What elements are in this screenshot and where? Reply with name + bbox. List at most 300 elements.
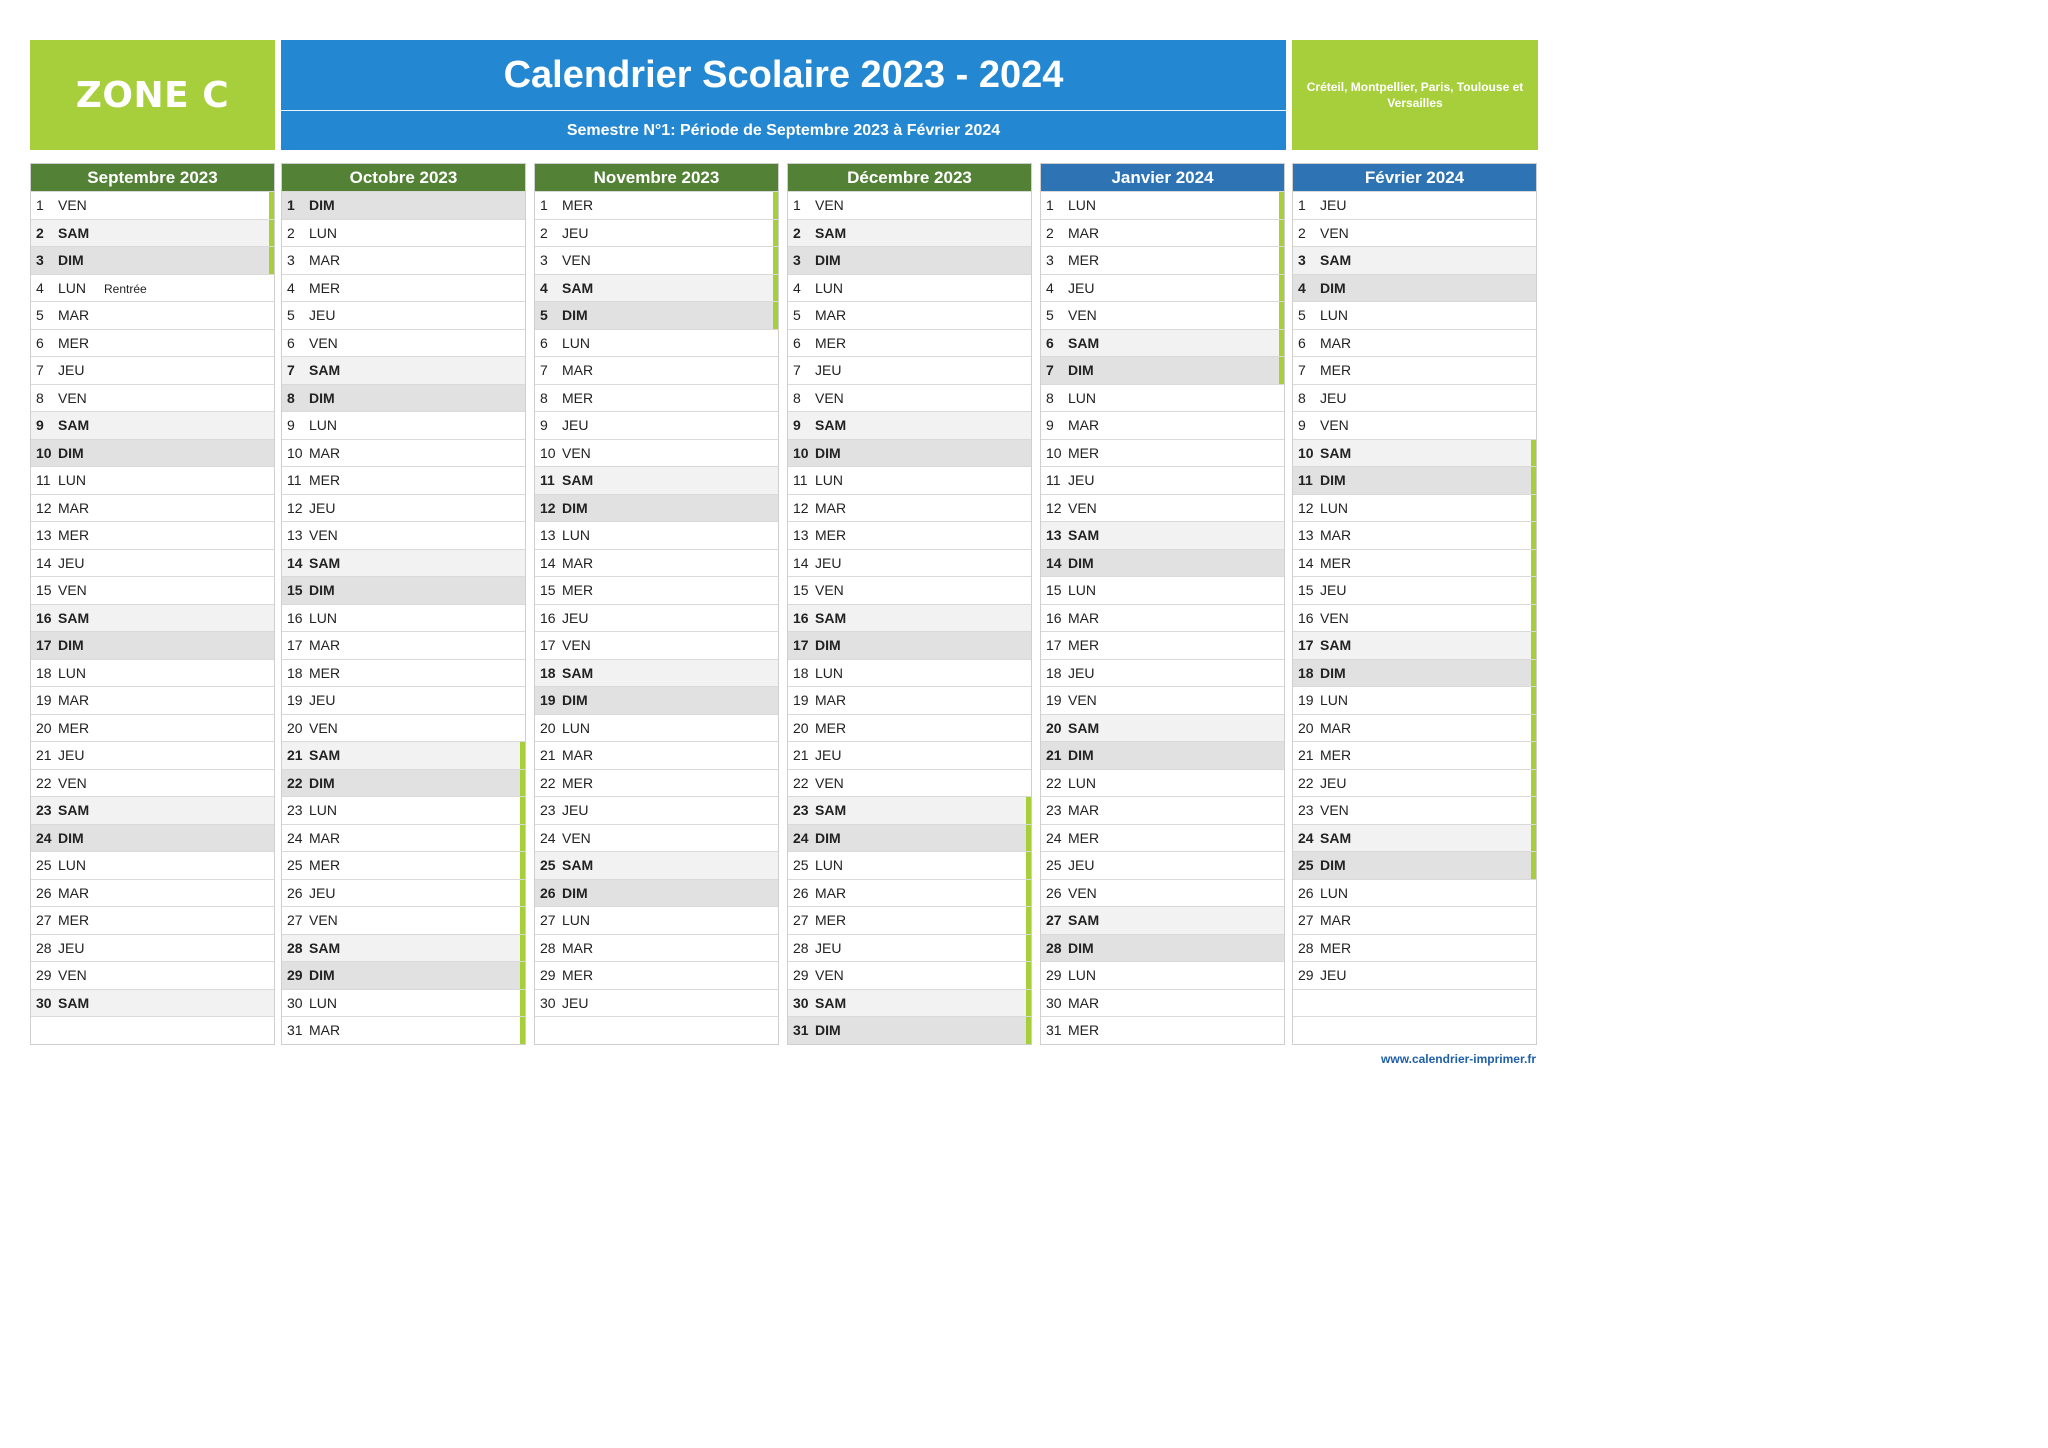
- day-name: JEU: [1068, 279, 1095, 296]
- day-row: [1041, 274, 1284, 302]
- day-number: 19: [36, 692, 52, 708]
- day-number: 8: [287, 389, 295, 406]
- day-row: [282, 219, 525, 247]
- day-name: DIM: [58, 444, 84, 461]
- day-row: [535, 521, 778, 549]
- day-row: [282, 741, 525, 769]
- day-row: [1293, 961, 1536, 989]
- day-row: [1293, 851, 1536, 879]
- day-name: DIM: [562, 307, 588, 323]
- day-name: MAR: [815, 499, 847, 516]
- day-name: VEN: [58, 197, 87, 213]
- day-row: [788, 301, 1031, 329]
- month-header: Septembre 2023: [31, 164, 274, 191]
- title-banner: [281, 40, 1286, 150]
- month-header: Octobre 2023: [282, 164, 525, 191]
- day-name: JEU: [1320, 197, 1347, 213]
- day-number: 1: [540, 197, 548, 213]
- day-name: SAM: [1320, 637, 1352, 653]
- day-number: 15: [1298, 582, 1314, 598]
- day-number: 6: [287, 334, 295, 351]
- day-row: [282, 906, 525, 934]
- day-number: 24: [36, 829, 52, 846]
- day-name: MAR: [58, 884, 90, 901]
- day-name: MER: [309, 279, 341, 296]
- day-name: MAR: [309, 829, 341, 846]
- day-name: JEU: [1068, 857, 1095, 873]
- day-row: [1041, 714, 1284, 742]
- day-name: LUN: [309, 994, 338, 1011]
- day-number: 17: [793, 637, 809, 653]
- month-column: [281, 163, 526, 1045]
- day-name: MAR: [1068, 802, 1100, 818]
- day-name: JEU: [58, 747, 85, 763]
- day-name: VEN: [1320, 224, 1349, 241]
- day-name: SAM: [58, 802, 90, 818]
- day-number: 27: [36, 912, 52, 928]
- day-name: MER: [309, 857, 341, 873]
- day-row: [31, 411, 274, 439]
- day-name: SAM: [1320, 829, 1352, 846]
- day-name: JEU: [58, 939, 85, 956]
- day-number: 10: [287, 444, 303, 461]
- day-name: JEU: [562, 994, 589, 1011]
- day-number: 30: [793, 994, 809, 1011]
- day-number: 30: [1046, 994, 1062, 1011]
- day-row: [788, 439, 1031, 467]
- day-row: [788, 549, 1031, 577]
- day-name: JEU: [1320, 774, 1347, 791]
- day-name: MAR: [1320, 912, 1352, 928]
- day-number: 16: [36, 609, 52, 626]
- day-name: DIM: [562, 499, 588, 516]
- day-name: LUN: [815, 279, 844, 296]
- day-number: 23: [287, 802, 303, 818]
- day-row: [535, 796, 778, 824]
- day-row: [1041, 961, 1284, 989]
- day-name: VEN: [58, 389, 87, 406]
- day-name: MAR: [309, 252, 341, 268]
- day-row: [282, 246, 525, 274]
- day-number: 8: [540, 389, 548, 406]
- day-row: [535, 329, 778, 357]
- day-row: [1041, 824, 1284, 852]
- day-name: LUN: [815, 472, 844, 488]
- day-number: 25: [36, 857, 52, 873]
- day-number: 15: [1046, 582, 1062, 598]
- day-row: [535, 714, 778, 742]
- day-number: 27: [540, 912, 556, 928]
- day-number: 4: [1046, 279, 1054, 296]
- month-header: Janvier 2024: [1041, 164, 1284, 191]
- day-name: MAR: [1068, 609, 1100, 626]
- day-name: LUN: [1068, 967, 1097, 983]
- day-name: MER: [815, 719, 847, 736]
- day-number: 31: [793, 1022, 809, 1038]
- day-number: 14: [1298, 554, 1314, 571]
- day-row: [1293, 466, 1536, 494]
- day-row: [1041, 686, 1284, 714]
- day-name: VEN: [1320, 417, 1349, 433]
- day-number: 20: [793, 719, 809, 736]
- day-number: 14: [540, 554, 556, 571]
- day-name: MER: [58, 719, 90, 736]
- day-row: [31, 769, 274, 797]
- day-name: LUN: [815, 664, 844, 681]
- day-row: [1041, 989, 1284, 1017]
- day-row: [788, 631, 1031, 659]
- day-row: [1293, 631, 1536, 659]
- day-number: 3: [540, 252, 548, 268]
- day-row: [535, 851, 778, 879]
- day-number: 2: [36, 224, 44, 241]
- day-number: 15: [287, 582, 303, 598]
- day-name: MER: [58, 527, 90, 543]
- day-number: 10: [540, 444, 556, 461]
- day-row: [282, 631, 525, 659]
- day-row: [1293, 796, 1536, 824]
- day-name: MAR: [562, 939, 594, 956]
- day-number: 28: [287, 939, 303, 956]
- day-row: [282, 769, 525, 797]
- day-row: [1293, 934, 1536, 962]
- day-number: 21: [540, 747, 556, 763]
- day-number: 15: [793, 582, 809, 598]
- day-number: 22: [793, 774, 809, 791]
- day-number: 8: [36, 389, 44, 406]
- day-row: [1293, 576, 1536, 604]
- day-number: 19: [1298, 692, 1314, 708]
- day-name: LUN: [1068, 197, 1097, 213]
- website-link[interactable]: www.calendrier-imprimer.fr: [1381, 1052, 1536, 1066]
- day-number: 2: [540, 224, 548, 241]
- day-number: 18: [793, 664, 809, 681]
- day-row: [282, 796, 525, 824]
- day-name: LUN: [58, 664, 87, 681]
- day-number: 26: [1046, 884, 1062, 901]
- day-name: DIM: [58, 637, 84, 653]
- day-number: 2: [793, 224, 801, 241]
- day-number: 17: [36, 637, 52, 653]
- day-name: MER: [1068, 444, 1100, 461]
- day-name: DIM: [1068, 939, 1094, 956]
- day-row: [535, 219, 778, 247]
- day-name: SAM: [1068, 912, 1100, 928]
- day-name: MER: [1068, 1022, 1100, 1038]
- day-number: 31: [1046, 1022, 1062, 1038]
- day-name: DIM: [58, 252, 84, 268]
- page-subtitle: Semestre N°1: Période de Septembre 2023 à Février 2024: [566, 122, 1001, 139]
- day-row: [1041, 439, 1284, 467]
- day-row: [788, 1016, 1031, 1044]
- day-row: [1041, 769, 1284, 797]
- day-name: MAR: [562, 554, 594, 571]
- day-name: JEU: [562, 802, 589, 818]
- day-name: SAM: [309, 747, 341, 763]
- day-row: [31, 604, 274, 632]
- day-name: SAM: [1068, 527, 1100, 543]
- day-name: MER: [58, 334, 90, 351]
- day-row: [282, 439, 525, 467]
- day-row: [788, 961, 1031, 989]
- day-number: 17: [1298, 637, 1314, 653]
- day-name: MAR: [562, 747, 594, 763]
- day-number: 11: [793, 472, 808, 488]
- empty-row: [535, 1016, 778, 1044]
- day-name: JEU: [1320, 389, 1347, 406]
- day-name: VEN: [58, 582, 87, 598]
- day-name: MAR: [1068, 224, 1100, 241]
- day-name: VEN: [1320, 802, 1349, 818]
- day-number: 4: [1298, 279, 1306, 296]
- day-row: [1041, 246, 1284, 274]
- day-name: VEN: [1068, 499, 1097, 516]
- day-name: LUN: [1320, 692, 1349, 708]
- day-number: 11: [287, 472, 302, 488]
- day-number: 26: [540, 884, 556, 901]
- day-number: 13: [540, 527, 556, 543]
- day-name: LUN: [58, 472, 87, 488]
- day-row: [31, 714, 274, 742]
- day-name: VEN: [815, 967, 844, 983]
- day-name: MER: [309, 472, 341, 488]
- day-row: [535, 439, 778, 467]
- day-name: MAR: [58, 499, 90, 516]
- day-name: SAM: [58, 994, 90, 1011]
- empty-row: [31, 1016, 274, 1044]
- day-number: 29: [36, 967, 52, 983]
- day-name: DIM: [309, 582, 335, 598]
- day-name: MAR: [815, 692, 847, 708]
- day-row: [788, 384, 1031, 412]
- day-number: 4: [287, 279, 295, 296]
- day-name: SAM: [58, 417, 90, 433]
- day-row: [535, 576, 778, 604]
- day-number: 25: [1046, 857, 1062, 873]
- day-name: SAM: [309, 554, 341, 571]
- day-number: 3: [287, 252, 295, 268]
- day-name: DIM: [58, 829, 84, 846]
- day-row: [282, 494, 525, 522]
- day-name: MAR: [309, 1022, 341, 1038]
- day-row: [788, 796, 1031, 824]
- day-number: 15: [36, 582, 52, 598]
- day-number: 2: [1046, 224, 1054, 241]
- day-number: 6: [1046, 334, 1054, 351]
- day-number: 23: [540, 802, 556, 818]
- day-number: 21: [1046, 747, 1062, 763]
- day-row: [1293, 246, 1536, 274]
- day-row: [282, 714, 525, 742]
- day-row: [31, 851, 274, 879]
- day-number: 29: [540, 967, 556, 983]
- day-number: 6: [540, 334, 548, 351]
- day-row: [788, 494, 1031, 522]
- day-row: [788, 851, 1031, 879]
- day-row: [282, 989, 525, 1017]
- day-row: [1293, 659, 1536, 687]
- day-row: [282, 604, 525, 632]
- day-name: MAR: [1068, 417, 1100, 433]
- day-name: MER: [562, 967, 594, 983]
- day-row: [788, 246, 1031, 274]
- day-name: SAM: [815, 994, 847, 1011]
- day-row: [535, 466, 778, 494]
- day-row: [535, 961, 778, 989]
- day-row: [535, 494, 778, 522]
- day-row: [282, 191, 525, 219]
- day-row: [282, 521, 525, 549]
- day-number: 12: [36, 499, 52, 516]
- day-row: [1041, 521, 1284, 549]
- day-row: [282, 356, 525, 384]
- day-number: 26: [287, 884, 303, 901]
- day-row: [282, 686, 525, 714]
- day-number: 11: [1046, 472, 1061, 488]
- day-row: [31, 741, 274, 769]
- day-name: MAR: [815, 884, 847, 901]
- day-row: [535, 934, 778, 962]
- month-column: [30, 163, 275, 1045]
- day-row: [1041, 604, 1284, 632]
- day-row: [788, 989, 1031, 1017]
- day-row: [788, 906, 1031, 934]
- day-row: [535, 274, 778, 302]
- day-name: DIM: [1320, 472, 1346, 488]
- day-name: SAM: [815, 224, 847, 241]
- day-number: 29: [1298, 967, 1314, 983]
- day-row: [535, 686, 778, 714]
- day-row: [788, 659, 1031, 687]
- day-name: VEN: [309, 719, 338, 736]
- day-row: [788, 576, 1031, 604]
- day-name: MER: [562, 582, 594, 598]
- day-row: [1293, 301, 1536, 329]
- day-number: 15: [540, 582, 556, 598]
- day-name: JEU: [309, 307, 336, 323]
- day-row: [1041, 384, 1284, 412]
- day-row: [1293, 411, 1536, 439]
- day-row: [1293, 604, 1536, 632]
- day-name: MER: [58, 912, 90, 928]
- day-row: [1293, 879, 1536, 907]
- day-number: 8: [793, 389, 801, 406]
- day-number: 7: [793, 362, 801, 378]
- day-name: LUN: [562, 527, 591, 543]
- day-name: JEU: [309, 884, 336, 901]
- day-name: LUN: [1068, 389, 1097, 406]
- day-number: 1: [1298, 197, 1306, 213]
- month-header: Décembre 2023: [788, 164, 1031, 191]
- day-number: 10: [1298, 444, 1314, 461]
- day-row: [535, 604, 778, 632]
- day-row: [1293, 191, 1536, 219]
- day-name: LUN: [1068, 582, 1097, 598]
- day-row: [1041, 1016, 1284, 1044]
- day-number: 17: [540, 637, 556, 653]
- day-number: 21: [36, 747, 52, 763]
- day-number: 11: [36, 472, 51, 488]
- day-number: 16: [1298, 609, 1314, 626]
- day-number: 1: [1046, 197, 1054, 213]
- day-name: DIM: [815, 444, 841, 461]
- day-row: [535, 411, 778, 439]
- day-row: [31, 301, 274, 329]
- day-number: 7: [1298, 362, 1306, 378]
- day-name: JEU: [309, 692, 336, 708]
- day-name: DIM: [1320, 857, 1346, 873]
- day-row: [1293, 439, 1536, 467]
- day-number: 12: [1298, 499, 1314, 516]
- day-name: MAR: [562, 362, 594, 378]
- day-name: VEN: [1068, 884, 1097, 901]
- day-name: DIM: [1320, 664, 1346, 681]
- day-row: [788, 329, 1031, 357]
- day-row: [788, 191, 1031, 219]
- day-row: [31, 576, 274, 604]
- day-row: [1041, 301, 1284, 329]
- day-row: [788, 411, 1031, 439]
- day-number: 28: [36, 939, 52, 956]
- day-row: [1293, 384, 1536, 412]
- day-row: [282, 934, 525, 962]
- day-name: VEN: [815, 582, 844, 598]
- day-row: [282, 961, 525, 989]
- day-name: MAR: [1320, 719, 1352, 736]
- day-row: [1293, 356, 1536, 384]
- day-name: MAR: [309, 444, 341, 461]
- day-row: [282, 879, 525, 907]
- day-name: LUN: [309, 609, 338, 626]
- day-name: JEU: [562, 417, 589, 433]
- day-row: [788, 741, 1031, 769]
- day-number: 21: [287, 747, 303, 763]
- day-row: [1041, 934, 1284, 962]
- day-number: 22: [540, 774, 556, 791]
- day-name: SAM: [815, 802, 847, 818]
- day-number: 27: [287, 912, 303, 928]
- day-row: [31, 989, 274, 1017]
- title-divider: [281, 110, 1286, 111]
- day-number: 1: [793, 197, 801, 213]
- day-name: DIM: [1320, 279, 1346, 296]
- day-number: 30: [36, 994, 52, 1011]
- day-row: [282, 411, 525, 439]
- day-row: [1041, 576, 1284, 604]
- day-name: LUN: [309, 417, 338, 433]
- day-row: [282, 466, 525, 494]
- day-name: MER: [309, 664, 341, 681]
- day-row: [282, 1016, 525, 1044]
- day-number: 10: [1046, 444, 1062, 461]
- empty-row: [1293, 989, 1536, 1017]
- day-number: 3: [36, 252, 44, 268]
- day-number: 19: [287, 692, 303, 708]
- day-name: MER: [815, 334, 847, 351]
- day-number: 13: [36, 527, 52, 543]
- day-row: [1293, 549, 1536, 577]
- day-name: MAR: [1320, 334, 1352, 351]
- empty-row: [1293, 1016, 1536, 1044]
- day-name: SAM: [58, 609, 90, 626]
- day-name: VEN: [58, 774, 87, 791]
- day-number: 24: [287, 829, 303, 846]
- day-number: 6: [1298, 334, 1306, 351]
- day-number: 28: [1298, 939, 1314, 956]
- day-row: [31, 686, 274, 714]
- day-name: DIM: [1068, 362, 1094, 378]
- day-row: [31, 494, 274, 522]
